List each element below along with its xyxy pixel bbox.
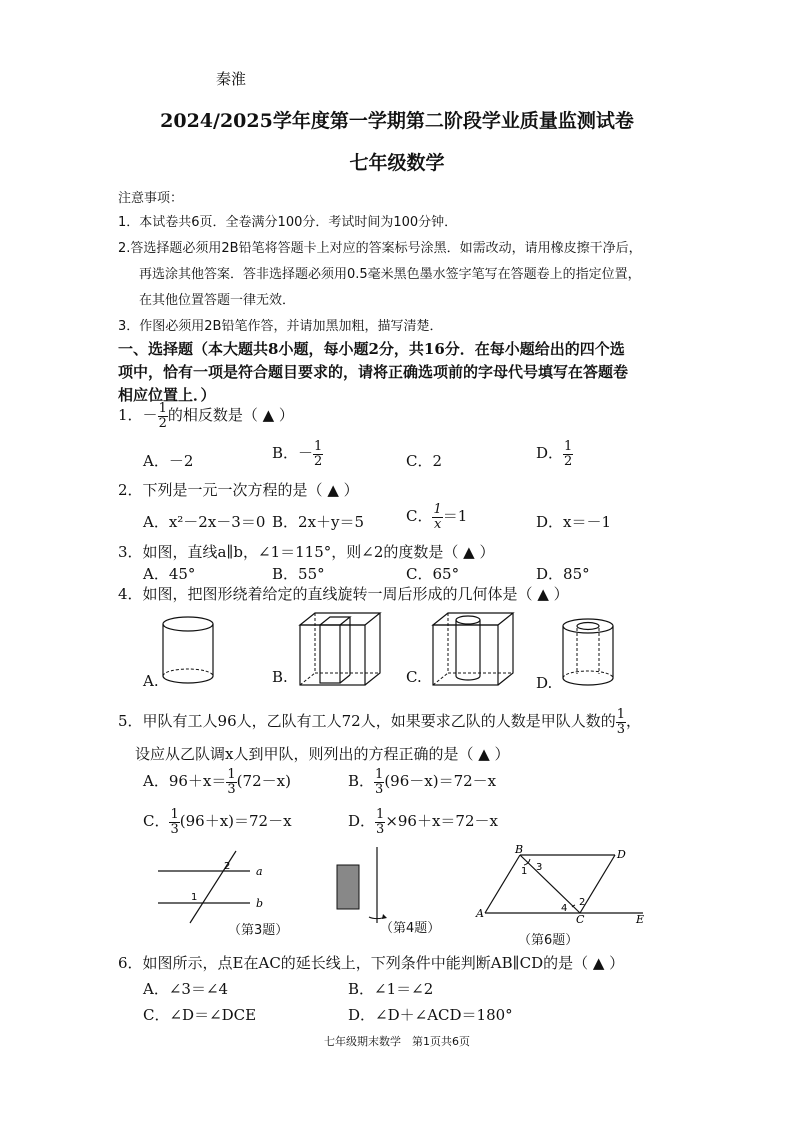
q2-option-d: D．x＝－1 <box>536 513 612 531</box>
q1-option-d: D． $\frac{1}{2}$ <box>536 439 573 469</box>
note-2-line-1: 2.答选择题必须用2B铅笔将答题卡上对应的答案标号涂黑．如需改动，请用橡皮擦干净后， <box>118 241 642 256</box>
q4-option-c: C. <box>406 668 422 686</box>
question-2-stem: 2．下列是一元一次方程的是（ ▲ ） <box>118 481 359 499</box>
figure-6-caption: （第6题） <box>518 933 579 948</box>
q2-option-b: B．2x＋y＝5 <box>272 513 365 531</box>
question-5-line-1: 5．甲队有工人96人，乙队有工人72人，如果要求乙队的人数是甲队人数的 $\frac{1}{3}$ ， <box>118 707 642 737</box>
question-3-stem: 3．如图，直线a∥b，∠1＝115°，则∠2的度数是（ ▲ ） <box>118 543 495 561</box>
point-c-label: C <box>576 913 585 926</box>
solid-a-cylinder <box>160 610 220 690</box>
district-label: 秦淮 <box>216 70 247 88</box>
angle-2-label: 2 <box>224 861 231 872</box>
q4-option-b: B. <box>272 668 288 686</box>
q4-option-d: D. <box>536 674 553 692</box>
section-1-heading-line-1: 一、选择题（本大题共8小题，每小题2分，共16分．在每小题给出的四个选 <box>118 340 625 358</box>
q6-option-d: D．∠D＋∠ACD＝180° <box>348 1006 513 1024</box>
q1-option-a: A．－2 <box>143 452 194 470</box>
q5-option-b: B． $\frac{1}{3}$ (96－x)＝72－x <box>348 767 497 797</box>
figure-question-6 <box>475 843 660 928</box>
question-1-stem <box>118 402 294 430</box>
solid-b-box-with-prism <box>295 610 385 690</box>
question-text: 的相反数是（ ▲ ） <box>167 406 294 425</box>
q5-option-c: C． $\frac{1}{3}$ (96＋x)＝72－x <box>143 807 292 837</box>
fraction-one-half: $\frac{1}{2}$ <box>158 401 167 431</box>
note-3: 3．作图必须用2B铅笔作答，并请加黑加粗，描写清楚． <box>118 319 443 334</box>
minus-sign: － <box>142 406 158 425</box>
q2-option-a: A．x²－2x－3＝0 <box>143 513 266 531</box>
q4-option-a: A. <box>143 672 159 690</box>
figure-4-caption: （第4题） <box>380 921 441 936</box>
figure-question-3 <box>150 845 280 925</box>
question-4-stem: 4．如图，把图形绕着给定的直线旋转一周后形成的几何体是（ ▲ ） <box>118 585 569 603</box>
note-2-line-2: 再选涂其他答案．答非选择题必须用0.5毫米黑色墨水签字笔写在答题卷上的指定位置， <box>139 267 641 282</box>
solid-d-hollow-cylinder <box>560 612 620 692</box>
note-2-line-3: 在其他位置答题一律无效． <box>139 293 296 308</box>
q1-option-c: C．2 <box>406 452 443 470</box>
question-5-line-2: 设应从乙队调x人到甲队，则列出的方程正确的是（ ▲ ） <box>135 745 510 763</box>
q6-option-a: A．∠3＝∠4 <box>143 980 229 998</box>
q6-option-b: B．∠1＝∠2 <box>348 980 434 998</box>
question-number: 1． <box>118 406 143 425</box>
angle-3-label: 3 <box>536 862 543 873</box>
section-1-heading-line-2: 项中，恰有一项是符合题目要求的，请将正确选项前的字母代号填写在答题卷 <box>118 363 629 381</box>
point-d-label: D <box>617 848 626 861</box>
q5-option-a: A．96＋x＝ $\frac{1}{3}$ (72－x) <box>143 767 291 797</box>
angle-2-label: 2 <box>579 897 586 908</box>
page-footer: 七年级期末数学 第1页共6页 <box>324 1035 470 1048</box>
page-subtitle: 七年级数学 <box>349 152 445 174</box>
q3-option-c: C．65° <box>406 565 460 583</box>
angle-1-label: 1 <box>521 866 528 877</box>
q6-option-c: C．∠D＝∠DCE <box>143 1006 257 1024</box>
question-6-stem: 6．如图所示，点E在AC的延长线上，下列条件中能判断AB∥CD的是（ ▲ ） <box>118 954 625 972</box>
q3-option-a: A．45° <box>143 565 196 583</box>
figure-3-caption: （第3题） <box>228 923 289 938</box>
q5-option-d: D． $\frac{1}{3}$ ×96＋x＝72－x <box>348 807 498 837</box>
point-b-label: B <box>515 843 524 856</box>
q1-option-b: B．－ $\frac{1}{2}$ <box>272 439 323 469</box>
solid-c-box-with-cylinder <box>428 610 518 690</box>
section-1-heading-line-3: 相应位置上．） <box>118 386 216 404</box>
angle-1-label: 1 <box>191 892 198 903</box>
line-b-label: b <box>256 897 264 910</box>
notes-label: 注意事项： <box>118 191 184 206</box>
point-e-label: E <box>636 913 645 926</box>
point-a-label: A <box>476 907 484 920</box>
q3-option-b: B．55° <box>272 565 325 583</box>
page-title: 2024/2025学年度第一学期第二阶段学业质量监测试卷 <box>160 110 634 132</box>
q2-option-c: C． $\frac{1}{x}$ ＝1 <box>406 502 468 532</box>
angle-4-label: 4 <box>561 903 568 914</box>
line-a-label: a <box>256 865 263 878</box>
q3-option-d: D．85° <box>536 565 590 583</box>
note-1: 1．本试卷共6页．全卷满分100分．考试时间为100分钟． <box>118 215 458 230</box>
